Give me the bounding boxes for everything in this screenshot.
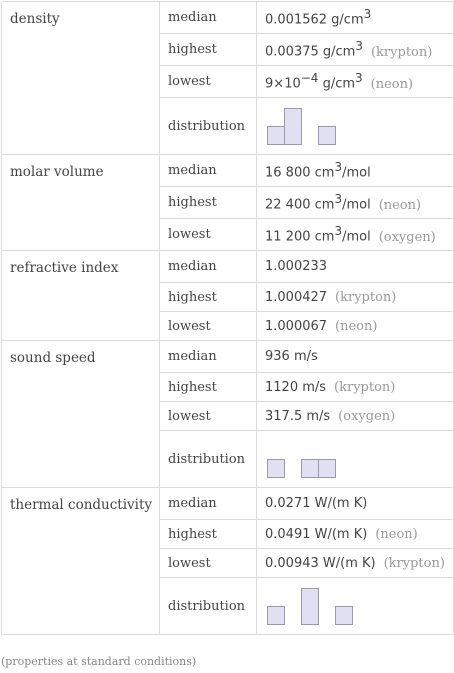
thermal-conductivity-distribution-label: distribution (160, 578, 257, 635)
density-median-value: 0.001562 $g/cm^3$ (257, 2, 454, 34)
thermal-conductivity-lowest-value: 0.00943 W/(m K) (krypton) (257, 549, 454, 578)
sound-speed-distribution-label: distribution (160, 431, 257, 488)
histogram-bar (302, 589, 319, 625)
density-median-row (2, 2, 454, 34)
thermal-conductivity-label: thermal conductivity (2, 488, 160, 635)
sound-speed-median-label: median (160, 341, 257, 373)
density-highest-note: (krypton) (370, 44, 433, 60)
sound-speed-highest-label: highest (160, 373, 257, 402)
thermal-conductivity-highest-value: 0.0491 W/(m K) (neon) (257, 520, 454, 549)
density-lowest-note: (neon) (370, 76, 414, 92)
density-median-label: median (160, 2, 257, 34)
refractive-index-highest-note: (krypton) (335, 289, 397, 305)
refractive-index-lowest-note: (neon) (335, 318, 378, 334)
refractive-index-lowest-label: lowest (160, 312, 257, 341)
refractive-index-highest-value: 1.000427 (krypton) (257, 283, 454, 312)
properties-table (1, 1, 454, 635)
refractive-index-median-row (2, 251, 454, 283)
molar-volume-highest-value: 22 400 $cm^3$/mol (neon) (257, 187, 454, 219)
thermal-conductivity-highest-label: highest (160, 520, 257, 549)
sound-speed-label: sound speed (2, 341, 160, 488)
thermal-conductivity-highest-note: (neon) (375, 526, 418, 542)
sound-speed-distribution-histogram (265, 439, 445, 479)
thermal-conductivity-lowest-note: (krypton) (383, 555, 445, 571)
refractive-index-lowest-value: 1.000067 (neon) (257, 312, 454, 341)
molar-volume-median-value: 16 800 $cm^3$/mol (257, 155, 454, 187)
molar-volume-median-label: median (160, 155, 257, 187)
density-label: density (2, 2, 160, 155)
histogram-bar (319, 127, 336, 145)
sound-speed-highest-note: (krypton) (334, 379, 396, 395)
density-distribution-label: distribution (160, 98, 257, 155)
thermal-conductivity-median-label: median (160, 488, 257, 520)
refractive-index-median-value: 1.000233 (257, 251, 454, 283)
molar-volume-median-row (2, 155, 454, 187)
sound-speed-highest-value: 1120 m/s (krypton) (257, 373, 454, 402)
density-highest-value: 0.00375 $g/cm^3$ (krypton) (257, 34, 454, 66)
histogram-bar (302, 460, 319, 478)
density-lowest-label: lowest (160, 66, 257, 98)
molar-volume-lowest-label: lowest (160, 219, 257, 251)
molar-volume-lowest-note: (oxygen) (378, 229, 436, 245)
sound-speed-lowest-label: lowest (160, 402, 257, 431)
histogram-bar (268, 460, 285, 478)
thermal-conductivity-distribution-histogram (265, 586, 445, 626)
histogram-bar (336, 607, 353, 625)
density-lowest-value: $9\times 10^{-4}$ $g/cm^3$ (neon) (257, 66, 454, 98)
footnote: (properties at standard conditions) (1, 655, 197, 668)
histogram-bar (268, 127, 285, 145)
sound-speed-median-row (2, 341, 454, 373)
refractive-index-median-label: median (160, 251, 257, 283)
refractive-index-label: refractive index (2, 251, 160, 341)
density-highest-label: highest (160, 34, 257, 66)
density-distribution-histogram (265, 106, 445, 146)
sound-speed-lowest-value: 317.5 m/s (oxygen) (257, 402, 454, 431)
sound-speed-median-value: 936 m/s (257, 341, 454, 373)
histogram-bar (285, 109, 302, 145)
refractive-index-highest-label: highest (160, 283, 257, 312)
thermal-conductivity-lowest-label: lowest (160, 549, 257, 578)
thermal-conductivity-median-value: 0.0271 W/(m K) (257, 488, 454, 520)
molar-volume-highest-label: highest (160, 187, 257, 219)
thermal-conductivity-median-row (2, 488, 454, 520)
molar-volume-lowest-value: 11 200 $cm^3$/mol (oxygen) (257, 219, 454, 251)
molar-volume-label: molar volume (2, 155, 160, 251)
molar-volume-highest-note: (neon) (378, 197, 422, 213)
sound-speed-lowest-note: (oxygen) (338, 408, 396, 424)
histogram-bar (268, 607, 285, 625)
histogram-bar (319, 460, 336, 478)
